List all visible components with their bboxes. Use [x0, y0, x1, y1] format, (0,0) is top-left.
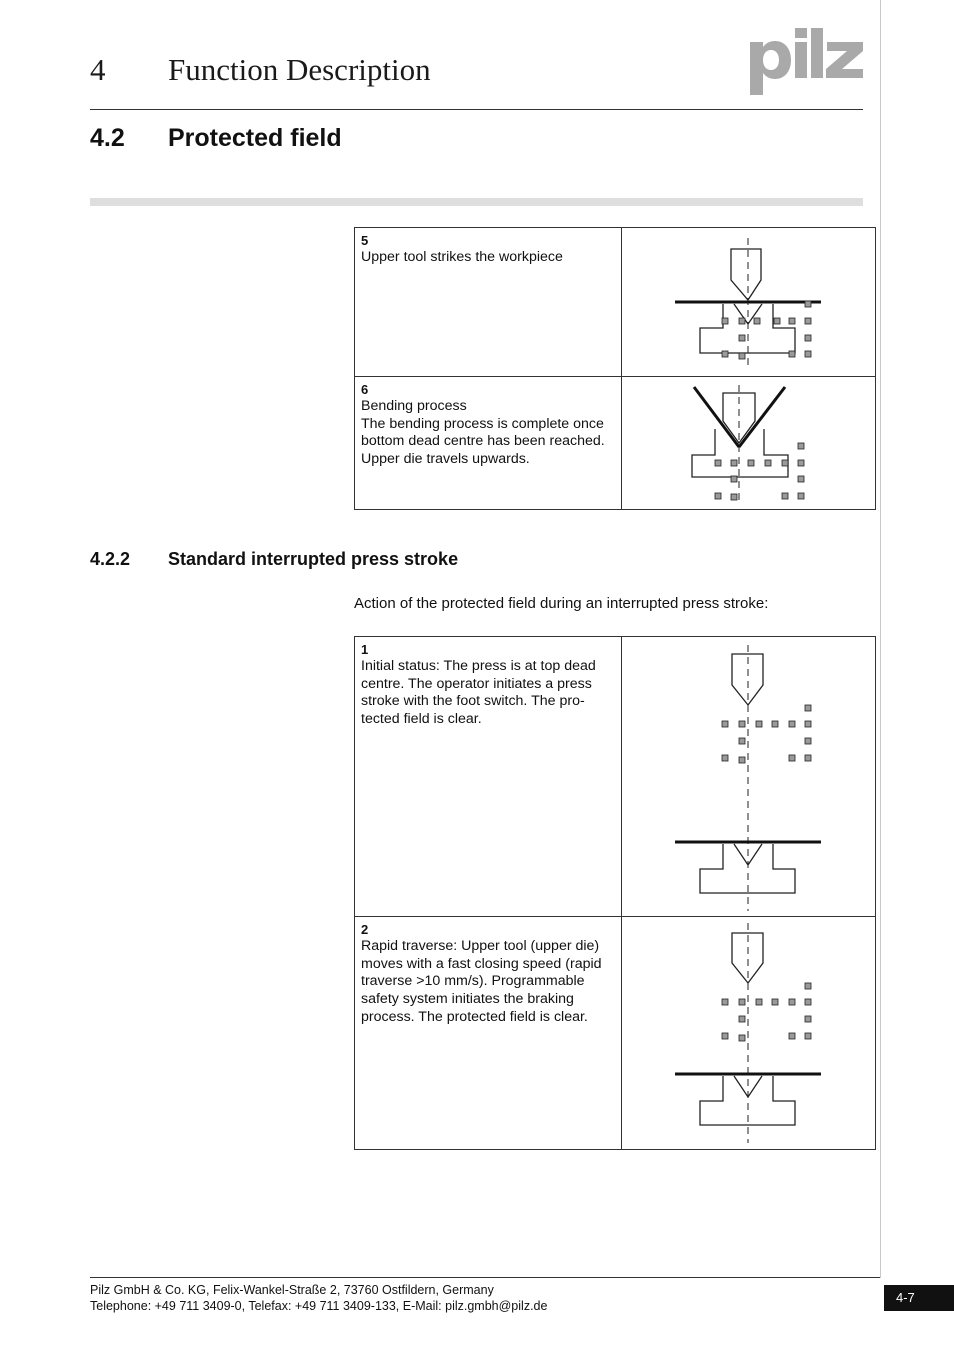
footer-company: Pilz GmbH & Co. KG, Felix-Wankel-Straße 2, 73760 Ostfildern, Germany: [90, 1283, 494, 1297]
table-row: [355, 917, 876, 1150]
steps-table-bottom: [354, 636, 876, 1150]
section-number: 4.2: [90, 124, 125, 152]
table-row: [355, 637, 876, 917]
step-number: 5: [361, 233, 369, 248]
step-text: Rapid traverse: Upper tool (upper die) moves with a fast closing speed (rapid traverse >10 mm/s). Programmable safety system initiates the braking process. The protected field is clear.: [361, 938, 602, 1025]
chapter-number: 4: [90, 52, 106, 87]
press-diagram-step-6: [622, 377, 876, 510]
section-title: Protected field: [168, 124, 342, 152]
header-rule: [90, 109, 863, 110]
step-description: [355, 377, 622, 510]
press-diagram-step-5: [622, 228, 876, 377]
footer-contact: Telephone: +49 711 3409-0, Telefax: +49 711 3409-133, E-Mail: pilz.gmbh@pilz.de: [90, 1299, 548, 1313]
subsection-title: Standard interrupted press stroke: [168, 549, 459, 569]
page-number: 4-7: [884, 1285, 954, 1311]
steps-table-top: [354, 227, 876, 510]
table-row: [355, 228, 876, 377]
step-number: 1: [361, 642, 369, 657]
section-divider-bar: [90, 198, 863, 206]
pilz-logo: [748, 28, 866, 96]
step-text: The bending process is complete once bottom dead centre has been reached. Upper die travels upwards.: [361, 415, 605, 468]
subsection-number: 4.2.2: [90, 549, 131, 569]
step-description: [355, 917, 622, 1150]
footer-rule: [90, 1277, 880, 1278]
step-description: [355, 637, 622, 917]
press-diagram-step-2: [622, 917, 876, 1150]
chapter-title: Function Description: [168, 52, 431, 87]
step-number: 6: [361, 382, 369, 397]
step-number: 2: [361, 922, 369, 937]
step-description: [355, 228, 622, 377]
step-text: Bending process: [361, 398, 467, 414]
table-row: [355, 377, 876, 510]
press-diagram-step-1: [622, 637, 876, 917]
right-margin-rule: [880, 0, 881, 1278]
step-text: Initial status: The press is at top dead centre. The operator initiates a press stroke with the foot switch. The pro-tected field is clear.: [361, 658, 596, 728]
intro-text: Action of the protected field during an interrupted press stroke:: [354, 595, 769, 612]
step-text: Upper tool strikes the workpiece: [361, 249, 563, 265]
